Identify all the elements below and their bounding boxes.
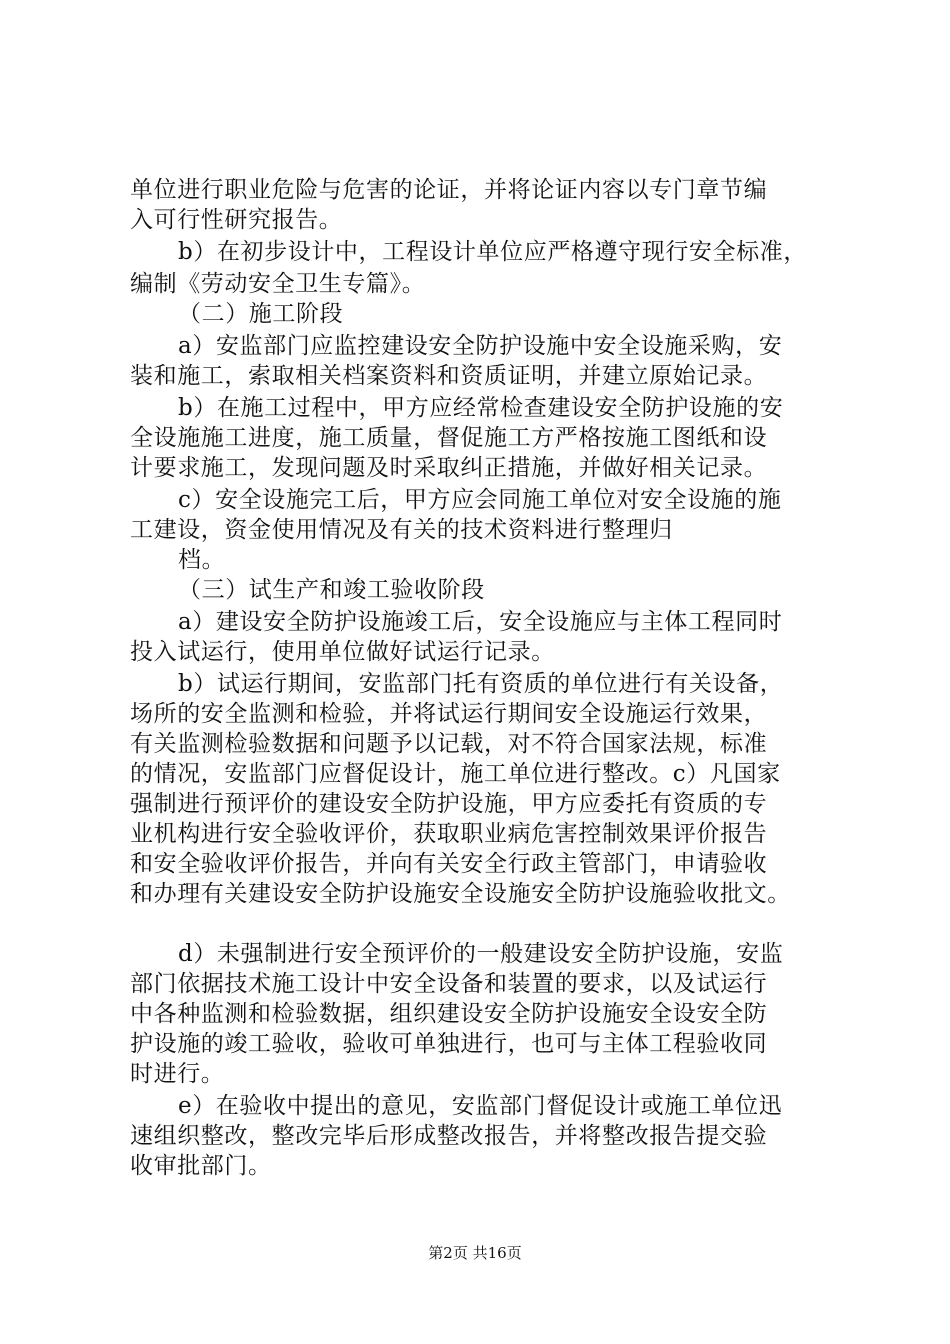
text-line: 部门依据技术施工设计中安全设备和装置的要求，以及试运行	[130, 971, 768, 997]
text-line: 护设施的竣工验收，验收可单独进行，也可与主体工程验收同	[130, 1031, 768, 1057]
text-line: d）未强制进行安全预评价的一般建设安全防护设施，安监	[178, 941, 784, 967]
page-number-footer: 第2页 共16页	[428, 1244, 522, 1262]
text-line: 场所的安全监测和检验，并将试运行期间安全设施运行效果，	[130, 701, 768, 727]
text-line: 和办理有关建设安全防护设施安全设施安全防护设施验收批文。	[130, 881, 791, 907]
text-line: c）安全设施完工后，甲方应会同施工单位对安全设施的施	[178, 487, 782, 513]
text-line: 和安全验收评价报告，并向有关安全行政主管部门，申请验收	[130, 851, 768, 877]
text-line: 业机构进行安全验收评价，获取职业病危害控制效果评价报告	[130, 821, 768, 847]
text-line: 单位进行职业危险与危害的论证，并将论证内容以专门章节编	[130, 177, 768, 203]
text-line: 速组织整改，整改完毕后形成整改报告，并将整改报告提交验	[130, 1123, 768, 1149]
text-line: 收审批部门。	[130, 1153, 272, 1179]
text-line: 档。	[178, 547, 226, 573]
text-line: 投入试运行，使用单位做好试运行记录。	[130, 639, 555, 665]
text-line: a）安监部门应监控建设安全防护设施中安全设施采购，安	[178, 333, 783, 359]
text-line: 的情况，安监部门应督促设计，施工单位进行整改。c）凡国家	[130, 761, 781, 787]
text-line: b）试运行期间，安监部门托有资质的单位进行有关设备，	[178, 671, 784, 697]
text-line: 计要求施工，发现问题及时采取纠正措施，并做好相关记录。	[130, 455, 768, 481]
text-line: 编制《劳动安全卫生专篇》。	[130, 271, 426, 297]
text-line: b）在初步设计中，工程设计单位应严格遵守现行安全标准，	[178, 239, 807, 265]
text-line: 有关监测检验数据和问题予以记载，对不符合国家法规，标准	[130, 731, 768, 757]
section-heading: （二）施工阶段	[178, 301, 344, 327]
text-line: 入可行性研究报告。	[130, 207, 343, 233]
text-line: b）在施工过程中，甲方应经常检查建设安全防护设施的安	[178, 395, 784, 421]
text-line: e）在验收中提出的意见，安监部门督促设计或施工单位迅	[178, 1093, 783, 1119]
text-line: 全设施施工进度，施工质量，督促施工方严格按施工图纸和设	[130, 425, 768, 451]
text-line: 中各种监测和检验数据，组织建设安全防护设施安全设安全防	[130, 1001, 768, 1027]
text-line: 工建设，资金使用情况及有关的技术资料进行整理归	[130, 517, 673, 543]
text-line: 时进行。	[130, 1061, 225, 1087]
text-line: 强制进行预评价的建设安全防护设施，甲方应委托有资质的专	[130, 791, 768, 817]
text-line: a）建设安全防护设施竣工后，安全设施应与主体工程同时	[178, 609, 783, 635]
section-heading: （三）试生产和竣工验收阶段	[178, 577, 485, 603]
text-line: 装和施工，索取相关档案资料和资质证明，并建立原始记录。	[130, 363, 768, 389]
